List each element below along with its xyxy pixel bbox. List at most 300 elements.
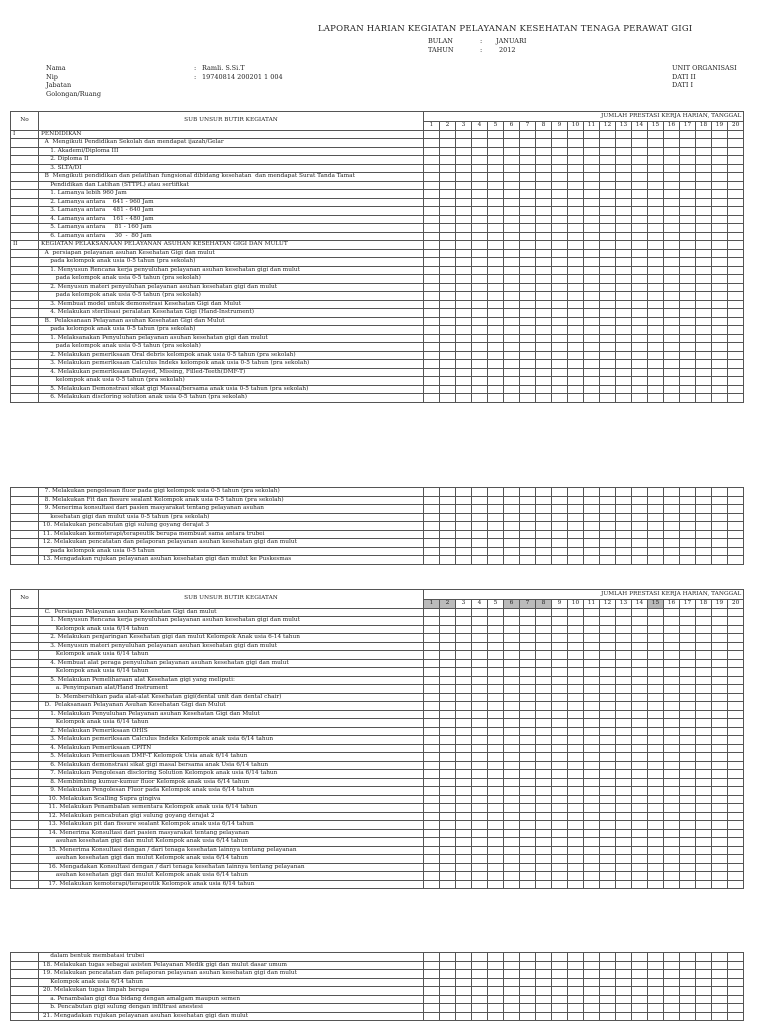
day-cell[interactable] [632, 719, 648, 728]
day-cell[interactable] [504, 710, 520, 719]
day-cell[interactable] [600, 761, 616, 770]
day-cell[interactable] [728, 224, 744, 233]
day-cell[interactable] [664, 207, 680, 216]
day-cell[interactable] [616, 634, 632, 643]
day-cell[interactable] [472, 224, 488, 233]
day-cell[interactable] [728, 394, 744, 403]
day-cell[interactable] [696, 207, 712, 216]
day-cell[interactable] [696, 156, 712, 165]
day-cell[interactable] [568, 821, 584, 830]
day-cell[interactable] [664, 634, 680, 643]
day-cell[interactable] [456, 838, 472, 847]
day-cell[interactable] [696, 539, 712, 548]
day-cell[interactable] [632, 300, 648, 309]
day-cell[interactable] [456, 343, 472, 352]
day-cell[interactable] [616, 394, 632, 403]
day-cell[interactable] [664, 744, 680, 753]
day-cell[interactable] [488, 804, 504, 813]
day-cell[interactable] [552, 634, 568, 643]
day-cell[interactable] [696, 676, 712, 685]
day-cell[interactable] [648, 249, 664, 258]
day-cell[interactable] [520, 744, 536, 753]
day-cell[interactable] [600, 676, 616, 685]
day-cell[interactable] [504, 761, 520, 770]
day-cell[interactable] [472, 693, 488, 702]
day-cell[interactable] [712, 266, 728, 275]
day-cell[interactable] [664, 795, 680, 804]
day-cell[interactable] [536, 394, 552, 403]
day-cell[interactable] [472, 173, 488, 182]
day-cell[interactable] [680, 727, 696, 736]
day-cell[interactable] [536, 224, 552, 233]
day-cell[interactable] [696, 547, 712, 556]
day-cell[interactable] [424, 987, 440, 996]
day-cell[interactable] [536, 880, 552, 889]
day-cell[interactable] [600, 241, 616, 250]
day-cell[interactable] [504, 547, 520, 556]
day-cell[interactable] [584, 829, 600, 838]
day-cell[interactable] [424, 241, 440, 250]
day-cell[interactable] [504, 522, 520, 531]
day-cell[interactable] [536, 961, 552, 970]
day-cell[interactable] [664, 978, 680, 987]
day-cell[interactable] [536, 309, 552, 318]
day-cell[interactable] [472, 685, 488, 694]
day-cell[interactable] [600, 547, 616, 556]
day-cell[interactable] [712, 530, 728, 539]
day-cell[interactable] [680, 787, 696, 796]
day-cell[interactable] [568, 787, 584, 796]
day-cell[interactable] [488, 710, 504, 719]
day-cell[interactable] [664, 547, 680, 556]
day-cell[interactable] [584, 693, 600, 702]
day-cell[interactable] [456, 685, 472, 694]
day-cell[interactable] [456, 634, 472, 643]
day-cell[interactable] [648, 317, 664, 326]
day-cell[interactable] [456, 863, 472, 872]
day-cell[interactable] [712, 156, 728, 165]
day-cell[interactable] [472, 880, 488, 889]
day-cell[interactable] [568, 829, 584, 838]
day-cell[interactable] [664, 753, 680, 762]
day-cell[interactable] [488, 513, 504, 522]
day-cell[interactable] [648, 300, 664, 309]
day-cell[interactable] [568, 547, 584, 556]
day-cell[interactable] [728, 978, 744, 987]
day-cell[interactable] [616, 761, 632, 770]
day-cell[interactable] [616, 530, 632, 539]
day-cell[interactable] [632, 710, 648, 719]
day-cell[interactable] [680, 130, 696, 139]
day-cell[interactable] [456, 266, 472, 275]
day-cell[interactable] [648, 351, 664, 360]
day-cell[interactable] [600, 249, 616, 258]
day-cell[interactable] [584, 181, 600, 190]
day-cell[interactable] [488, 190, 504, 199]
day-cell[interactable] [728, 838, 744, 847]
day-cell[interactable] [712, 617, 728, 626]
day-cell[interactable] [600, 368, 616, 377]
day-cell[interactable] [488, 215, 504, 224]
day-cell[interactable] [616, 821, 632, 830]
day-cell[interactable] [728, 778, 744, 787]
day-cell[interactable] [728, 351, 744, 360]
day-cell[interactable] [584, 300, 600, 309]
day-cell[interactable] [600, 1004, 616, 1013]
day-cell[interactable] [456, 351, 472, 360]
day-cell[interactable] [664, 530, 680, 539]
day-cell[interactable] [664, 351, 680, 360]
day-cell[interactable] [728, 702, 744, 711]
day-cell[interactable] [472, 241, 488, 250]
day-cell[interactable] [600, 753, 616, 762]
day-cell[interactable] [456, 130, 472, 139]
day-cell[interactable] [552, 360, 568, 369]
day-cell[interactable] [728, 300, 744, 309]
day-cell[interactable] [712, 488, 728, 497]
day-cell[interactable] [616, 872, 632, 881]
day-cell[interactable] [552, 668, 568, 677]
day-cell[interactable] [488, 377, 504, 386]
day-cell[interactable] [520, 241, 536, 250]
day-cell[interactable] [552, 522, 568, 531]
day-cell[interactable] [568, 556, 584, 565]
day-cell[interactable] [504, 351, 520, 360]
day-cell[interactable] [424, 190, 440, 199]
day-cell[interactable] [520, 309, 536, 318]
day-cell[interactable] [456, 139, 472, 148]
day-cell[interactable] [472, 181, 488, 190]
day-cell[interactable] [440, 173, 456, 182]
day-cell[interactable] [504, 953, 520, 962]
day-cell[interactable] [712, 846, 728, 855]
day-cell[interactable] [648, 360, 664, 369]
day-cell[interactable] [504, 198, 520, 207]
day-cell[interactable] [648, 1004, 664, 1013]
day-cell[interactable] [424, 522, 440, 531]
day-cell[interactable] [568, 385, 584, 394]
day-cell[interactable] [440, 778, 456, 787]
day-cell[interactable] [696, 198, 712, 207]
day-cell[interactable] [696, 232, 712, 241]
day-cell[interactable] [568, 351, 584, 360]
day-cell[interactable] [664, 513, 680, 522]
day-cell[interactable] [728, 283, 744, 292]
day-cell[interactable] [648, 795, 664, 804]
day-cell[interactable] [536, 855, 552, 864]
day-cell[interactable] [568, 300, 584, 309]
day-cell[interactable] [728, 863, 744, 872]
day-cell[interactable] [536, 385, 552, 394]
day-cell[interactable] [456, 702, 472, 711]
day-cell[interactable] [552, 812, 568, 821]
day-cell[interactable] [632, 394, 648, 403]
day-cell[interactable] [456, 547, 472, 556]
day-cell[interactable] [520, 292, 536, 301]
day-cell[interactable] [536, 317, 552, 326]
day-cell[interactable] [552, 795, 568, 804]
day-cell[interactable] [632, 377, 648, 386]
day-cell[interactable] [488, 829, 504, 838]
day-cell[interactable] [520, 651, 536, 660]
day-cell[interactable] [680, 300, 696, 309]
day-cell[interactable] [440, 651, 456, 660]
day-cell[interactable] [472, 539, 488, 548]
day-cell[interactable] [648, 207, 664, 216]
day-cell[interactable] [584, 727, 600, 736]
day-cell[interactable] [440, 130, 456, 139]
day-cell[interactable] [728, 317, 744, 326]
day-cell[interactable] [536, 1004, 552, 1013]
day-cell[interactable] [472, 292, 488, 301]
day-cell[interactable] [696, 804, 712, 813]
day-cell[interactable] [552, 275, 568, 284]
day-cell[interactable] [584, 710, 600, 719]
day-cell[interactable] [616, 385, 632, 394]
day-cell[interactable] [616, 224, 632, 233]
day-cell[interactable] [504, 676, 520, 685]
day-cell[interactable] [584, 215, 600, 224]
day-cell[interactable] [632, 530, 648, 539]
day-cell[interactable] [616, 198, 632, 207]
day-cell[interactable] [456, 334, 472, 343]
day-cell[interactable] [536, 617, 552, 626]
day-cell[interactable] [440, 556, 456, 565]
day-cell[interactable] [456, 608, 472, 617]
day-cell[interactable] [424, 829, 440, 838]
day-cell[interactable] [600, 181, 616, 190]
day-cell[interactable] [440, 292, 456, 301]
day-cell[interactable] [648, 676, 664, 685]
day-cell[interactable] [680, 147, 696, 156]
day-cell[interactable] [440, 198, 456, 207]
day-cell[interactable] [632, 539, 648, 548]
day-cell[interactable] [440, 634, 456, 643]
day-cell[interactable] [552, 215, 568, 224]
day-cell[interactable] [520, 829, 536, 838]
day-cell[interactable] [424, 283, 440, 292]
day-cell[interactable] [536, 812, 552, 821]
day-cell[interactable] [712, 995, 728, 1004]
day-cell[interactable] [632, 198, 648, 207]
day-cell[interactable] [680, 978, 696, 987]
day-cell[interactable] [584, 812, 600, 821]
day-cell[interactable] [440, 539, 456, 548]
day-cell[interactable] [488, 130, 504, 139]
day-cell[interactable] [696, 651, 712, 660]
day-cell[interactable] [440, 488, 456, 497]
day-cell[interactable] [600, 258, 616, 267]
day-cell[interactable] [616, 232, 632, 241]
day-cell[interactable] [584, 953, 600, 962]
day-cell[interactable] [584, 685, 600, 694]
day-cell[interactable] [568, 156, 584, 165]
day-cell[interactable] [600, 778, 616, 787]
day-cell[interactable] [728, 953, 744, 962]
day-cell[interactable] [712, 693, 728, 702]
day-cell[interactable] [520, 846, 536, 855]
day-cell[interactable] [680, 360, 696, 369]
day-cell[interactable] [456, 744, 472, 753]
day-cell[interactable] [568, 377, 584, 386]
day-cell[interactable] [456, 275, 472, 284]
day-cell[interactable] [568, 804, 584, 813]
day-cell[interactable] [728, 556, 744, 565]
day-cell[interactable] [680, 744, 696, 753]
day-cell[interactable] [488, 987, 504, 996]
day-cell[interactable] [600, 617, 616, 626]
day-cell[interactable] [680, 530, 696, 539]
day-cell[interactable] [536, 343, 552, 352]
day-cell[interactable] [584, 804, 600, 813]
day-cell[interactable] [440, 522, 456, 531]
day-cell[interactable] [728, 736, 744, 745]
day-cell[interactable] [680, 676, 696, 685]
day-cell[interactable] [696, 394, 712, 403]
day-cell[interactable] [632, 385, 648, 394]
day-cell[interactable] [488, 761, 504, 770]
day-cell[interactable] [424, 224, 440, 233]
day-cell[interactable] [552, 744, 568, 753]
day-cell[interactable] [472, 719, 488, 728]
day-cell[interactable] [552, 685, 568, 694]
day-cell[interactable] [472, 266, 488, 275]
day-cell[interactable] [536, 249, 552, 258]
day-cell[interactable] [712, 232, 728, 241]
day-cell[interactable] [536, 1012, 552, 1021]
day-cell[interactable] [568, 394, 584, 403]
day-cell[interactable] [440, 855, 456, 864]
day-cell[interactable] [568, 326, 584, 335]
day-cell[interactable] [552, 804, 568, 813]
day-cell[interactable] [552, 846, 568, 855]
day-cell[interactable] [648, 642, 664, 651]
day-cell[interactable] [456, 829, 472, 838]
day-cell[interactable] [616, 710, 632, 719]
day-cell[interactable] [664, 156, 680, 165]
day-cell[interactable] [488, 634, 504, 643]
day-cell[interactable] [520, 360, 536, 369]
day-cell[interactable] [536, 266, 552, 275]
day-cell[interactable] [600, 812, 616, 821]
day-cell[interactable] [536, 710, 552, 719]
day-cell[interactable] [616, 190, 632, 199]
day-cell[interactable] [632, 659, 648, 668]
day-cell[interactable] [632, 642, 648, 651]
day-cell[interactable] [456, 292, 472, 301]
day-cell[interactable] [616, 778, 632, 787]
day-cell[interactable] [520, 1012, 536, 1021]
day-cell[interactable] [728, 190, 744, 199]
day-cell[interactable] [728, 173, 744, 182]
day-cell[interactable] [600, 360, 616, 369]
day-cell[interactable] [488, 394, 504, 403]
day-cell[interactable] [568, 995, 584, 1004]
day-cell[interactable] [424, 147, 440, 156]
day-cell[interactable] [472, 821, 488, 830]
day-cell[interactable] [728, 693, 744, 702]
day-cell[interactable] [728, 668, 744, 677]
day-cell[interactable] [696, 753, 712, 762]
day-cell[interactable] [504, 292, 520, 301]
day-cell[interactable] [472, 970, 488, 979]
day-cell[interactable] [472, 651, 488, 660]
day-cell[interactable] [728, 961, 744, 970]
day-cell[interactable] [520, 343, 536, 352]
day-cell[interactable] [504, 139, 520, 148]
day-cell[interactable] [728, 659, 744, 668]
day-cell[interactable] [440, 530, 456, 539]
day-cell[interactable] [552, 821, 568, 830]
day-cell[interactable] [440, 702, 456, 711]
day-cell[interactable] [520, 368, 536, 377]
day-cell[interactable] [600, 283, 616, 292]
day-cell[interactable] [488, 207, 504, 216]
day-cell[interactable] [648, 625, 664, 634]
day-cell[interactable] [440, 829, 456, 838]
day-cell[interactable] [488, 300, 504, 309]
day-cell[interactable] [616, 787, 632, 796]
day-cell[interactable] [456, 368, 472, 377]
day-cell[interactable] [440, 846, 456, 855]
day-cell[interactable] [632, 829, 648, 838]
day-cell[interactable] [536, 953, 552, 962]
day-cell[interactable] [424, 377, 440, 386]
day-cell[interactable] [504, 249, 520, 258]
day-cell[interactable] [504, 232, 520, 241]
day-cell[interactable] [584, 164, 600, 173]
day-cell[interactable] [504, 377, 520, 386]
day-cell[interactable] [504, 173, 520, 182]
day-cell[interactable] [648, 736, 664, 745]
day-cell[interactable] [456, 147, 472, 156]
day-cell[interactable] [536, 625, 552, 634]
day-cell[interactable] [552, 334, 568, 343]
day-cell[interactable] [440, 978, 456, 987]
day-cell[interactable] [552, 753, 568, 762]
day-cell[interactable] [568, 651, 584, 660]
day-cell[interactable] [680, 496, 696, 505]
day-cell[interactable] [424, 961, 440, 970]
day-cell[interactable] [520, 139, 536, 148]
day-cell[interactable] [504, 275, 520, 284]
day-cell[interactable] [584, 651, 600, 660]
day-cell[interactable] [488, 702, 504, 711]
day-cell[interactable] [616, 249, 632, 258]
day-cell[interactable] [440, 368, 456, 377]
day-cell[interactable] [728, 326, 744, 335]
day-cell[interactable] [648, 719, 664, 728]
day-cell[interactable] [536, 787, 552, 796]
day-cell[interactable] [552, 224, 568, 233]
day-cell[interactable] [696, 522, 712, 531]
day-cell[interactable] [696, 556, 712, 565]
day-cell[interactable] [552, 556, 568, 565]
day-cell[interactable] [424, 300, 440, 309]
day-cell[interactable] [600, 625, 616, 634]
day-cell[interactable] [584, 744, 600, 753]
day-cell[interactable] [472, 343, 488, 352]
day-cell[interactable] [584, 770, 600, 779]
day-cell[interactable] [456, 173, 472, 182]
day-cell[interactable] [632, 292, 648, 301]
day-cell[interactable] [488, 292, 504, 301]
day-cell[interactable] [728, 770, 744, 779]
day-cell[interactable] [616, 156, 632, 165]
day-cell[interactable] [536, 368, 552, 377]
day-cell[interactable] [664, 727, 680, 736]
day-cell[interactable] [552, 539, 568, 548]
